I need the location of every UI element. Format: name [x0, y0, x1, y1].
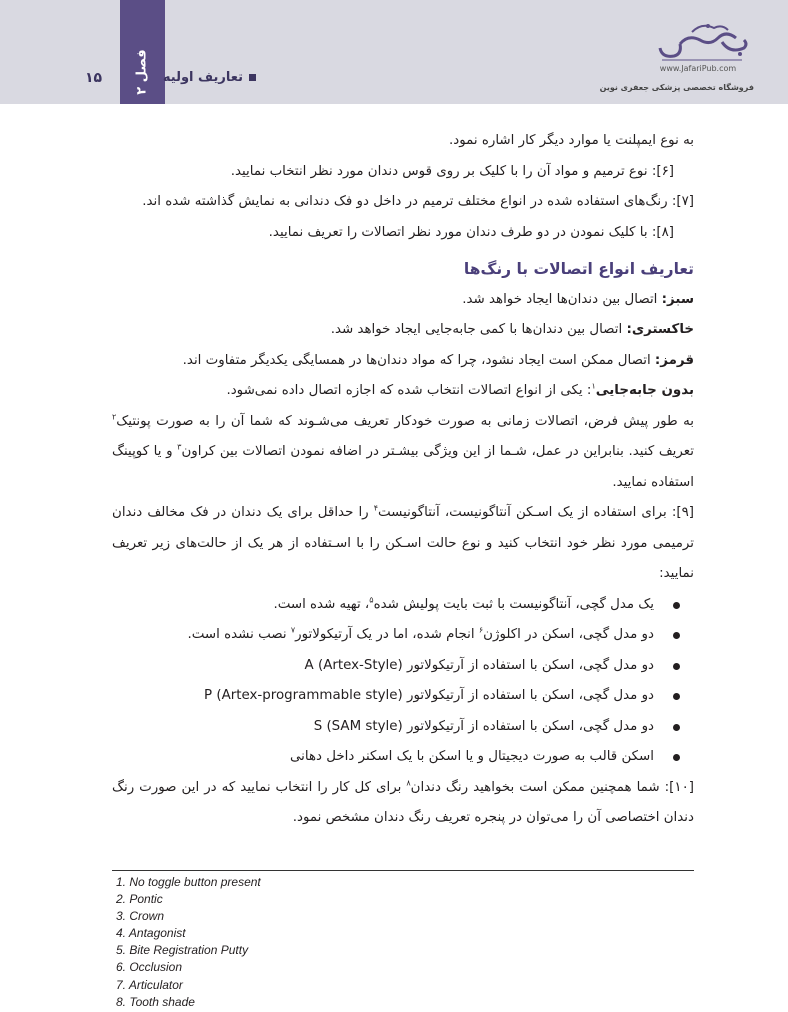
list-item-text: انجام شده، اما در یک آرتیکولاتور	[295, 627, 479, 642]
definition-gray-text: اتصال بین دندان‌ها با کمی جابه‌جایی ایجاد خواهد شد.	[330, 322, 627, 337]
footnote-ref-7: ۷	[290, 625, 296, 635]
footnote: 7. Articulator	[116, 977, 183, 992]
note-item-10-part2: برای کل کار را انتخاب نمایید که در این صورت رنگ دندان اختصاصی آن را می‌توان در پنجره تعریف رنگ دندان مشخص نمود.	[112, 779, 694, 825]
logo-caption: فروشگاه تخصصی پزشکی جعفری نوین	[599, 83, 754, 92]
footnote: 6. Occlusion	[116, 960, 183, 975]
note-item-9-part1: [۹]: برای استفاده از یک اسـکن آنتاگونیست، آنتاگونیست	[378, 505, 695, 520]
section-heading: تعاریف انواع اتصالات با رنگ‌ها	[463, 260, 694, 278]
paragraph-default-part1: به طور پیش فرض، اتصالات زمانی به صورت خودکار تعریف می‌شـوند که شما آن را به صورت پونتیک	[116, 413, 694, 429]
scan-mode-list	[112, 590, 694, 773]
definition-no-move-text: : یکی از انواع اتصالات انتخاب شده که اجازه اتصال داده نمی‌شود.	[226, 383, 592, 398]
list-item: دو مدل گچی، اسکن با استفاده از آرتیکولاتور A (Artex-Style)	[112, 651, 654, 682]
list-item-text: نصب نشده است.	[187, 627, 291, 642]
footnote-ref-6: ۶	[478, 625, 484, 635]
paragraph-default-part3: و یا کوپینگ استفاده نمایید.	[112, 444, 694, 490]
list-item: دو مدل گچی، اسکن با استفاده از آرتیکولاتور P (Artex-programmable style)	[112, 681, 654, 712]
running-title	[163, 70, 256, 85]
definition-red	[112, 346, 694, 377]
list-item-text: دو مدل گچی، اسکن در اکلوژن	[483, 627, 654, 642]
definition-red-text: اتصال ممکن است ایجاد نشود، چرا که مواد دندان‌ها در همسایگی یکدیگر متفاوت اند.	[182, 352, 655, 368]
footnote-ref-8: ۸	[406, 778, 411, 788]
running-title-text: تعاریف اولیه	[162, 70, 243, 85]
footnote: 4. Antagonist	[116, 926, 186, 941]
paragraph-default	[112, 407, 694, 499]
footnote-divider	[112, 870, 694, 871]
definition-green	[112, 285, 694, 316]
list-item	[112, 620, 654, 651]
list-item: دو مدل گچی، اسکن با استفاده از آرتیکولاتور S (SAM style)	[112, 712, 654, 743]
page-body	[112, 126, 694, 834]
note-item-10	[112, 773, 694, 834]
term-green: سبز:	[661, 291, 694, 307]
square-bullet-icon	[249, 74, 256, 81]
note-item-10-part1: [۱۰]: شما همچنین ممکن است بخواهید رنگ دندان	[410, 779, 694, 795]
footnote: 8. Tooth shade	[116, 994, 195, 1009]
term-gray: خاکستری:	[626, 322, 694, 337]
term-no-move: بدون جابه‌جایی	[595, 383, 694, 398]
footnote: 3. Crown	[116, 909, 165, 924]
definition-green-text: اتصال بین دندان‌ها ایجاد خواهد شد.	[462, 291, 662, 307]
note-item-8: [۸]: با کلیک نمودن در دو طرف دندان مورد نظر اتصالات را تعریف نمایید.	[268, 224, 674, 240]
list-item-text: ، تهیه شده است.	[273, 596, 370, 612]
page-number: ۱۵	[85, 70, 103, 86]
note-item-7: [۷]: رنگ‌های استفاده شده در انواع مختلف ترمیم در داخل دو فک دندانی به نمایش گذاشته شده اند.	[142, 194, 694, 209]
note-item-9-part2: را حداقل برای یک دندان در فک مخالف دندان ترمیمی مورد نظر خود انتخاب کنید و نوع حالت اسـکن را با اسـتفاده از هر یک از حالت‌های زیر تعریف نمایید:	[112, 505, 694, 581]
paragraph-default-part2: تعریف کنید. بنابراین در عمل، شـما از این ویژگی بیشـتر در اضافه نمودن اتصالات بین کراون	[181, 444, 694, 459]
footnote-ref-4: ۴	[373, 503, 379, 513]
list-item	[112, 590, 654, 621]
term-red: قرمز:	[654, 352, 694, 368]
logo-url: www.JafariPub.com	[659, 64, 737, 73]
footnote-ref-1: ۱	[591, 381, 596, 391]
page-header	[0, 0, 788, 104]
note-item-9	[112, 498, 694, 590]
publisher-logo	[648, 20, 758, 112]
footnote: 2. Pontic	[116, 892, 163, 907]
jafari-logo-icon	[652, 20, 752, 64]
footnote-ref-5: ۵	[369, 595, 374, 605]
footnotes	[116, 874, 261, 1011]
list-item: اسکن قالب به صورت دیجیتال و یا اسکن با یک اسکنر داخل دهانی	[112, 742, 654, 773]
footnote: 1. No toggle button present	[116, 875, 261, 889]
paragraph-intro: به نوع ایمپلنت یا موارد دیگر کار اشاره نمود.	[449, 133, 694, 148]
footnote-ref-3: ۳	[177, 442, 182, 452]
definition-no-move	[112, 376, 694, 407]
definition-gray	[112, 315, 694, 346]
note-item-6: [۶]: نوع ترمیم و مواد آن را با کلیک بر روی قوس دندان مورد نظر انتخاب نمایید.	[230, 163, 674, 179]
list-item-text: یک مدل گچی، آنتاگونیست با ثبت بایت پولیش شده	[373, 596, 654, 612]
footnote-ref-2: ۲	[112, 412, 117, 422]
chapter-label: فصل ۲	[134, 49, 150, 95]
footnote: 5. Bite Registration Putty	[116, 943, 249, 958]
